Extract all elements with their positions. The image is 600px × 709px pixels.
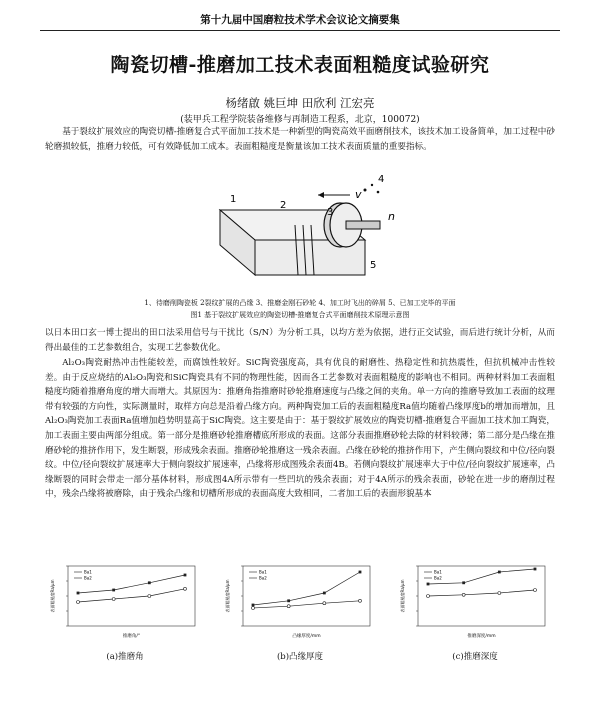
label-2: 2 bbox=[280, 200, 287, 211]
velocity-label: v bbox=[355, 188, 362, 201]
chart-c-caption: (c)推磨深度 bbox=[452, 652, 498, 662]
data-point bbox=[462, 581, 465, 584]
data-point bbox=[287, 599, 290, 602]
authors: 杨绪啟 姚巨坤 田欣利 江宏亮 bbox=[225, 96, 375, 110]
data-point bbox=[148, 581, 151, 584]
chart-c bbox=[400, 560, 550, 640]
legend-label: Ba1 bbox=[84, 569, 92, 575]
data-point bbox=[427, 583, 430, 586]
data-point bbox=[462, 593, 465, 596]
legend-label: Ba2 bbox=[84, 575, 92, 581]
data-point bbox=[77, 601, 80, 604]
series-line bbox=[428, 569, 535, 584]
series-line bbox=[428, 590, 535, 596]
series-line bbox=[253, 569, 360, 605]
figure1-caption: 图1 基于裂纹扩展效应的陶瓷切槽-推磨复合式平面磨削技术原理示意图 bbox=[190, 311, 410, 319]
data-point bbox=[359, 599, 362, 602]
chart-b bbox=[225, 560, 375, 640]
data-point bbox=[112, 589, 115, 592]
data-point bbox=[148, 595, 151, 598]
legend-label: Ba2 bbox=[434, 575, 442, 581]
data-point bbox=[498, 592, 501, 595]
chart-a-caption: (a)推磨角 bbox=[106, 652, 144, 662]
data-point bbox=[287, 605, 290, 608]
header-rule bbox=[40, 30, 560, 31]
running-header: 第十九届中国磨粒技术学术会议论文摘要集 bbox=[200, 14, 400, 26]
x-axis-label: 推磨角/° bbox=[122, 634, 141, 639]
data-point bbox=[359, 571, 362, 574]
feed-arrowhead bbox=[318, 192, 324, 198]
y-axis-label: 表面粗糙度Ra/μm bbox=[50, 579, 55, 613]
paper-title: 陶瓷切槽-推磨加工技术表面粗糙度试验研究 bbox=[110, 54, 490, 76]
data-point bbox=[252, 607, 255, 610]
legend-label: Ba2 bbox=[259, 575, 267, 581]
speed-label: n bbox=[388, 210, 395, 223]
data-point bbox=[498, 571, 501, 574]
label-3: 3 bbox=[327, 207, 334, 218]
legend-label: Ba1 bbox=[434, 569, 442, 575]
data-point bbox=[184, 574, 187, 577]
chart-b-caption: (b)凸缘厚度 bbox=[276, 652, 324, 662]
series-line bbox=[78, 589, 185, 602]
data-point bbox=[534, 589, 537, 592]
chip bbox=[364, 189, 367, 192]
body-paragraph-2: Al₂O₃陶瓷耐热冲击性能较差，而腐蚀性较好。SiC陶瓷强度高，具有优良的耐磨性、热稳定性和抗热震性，但抗机械冲击性较差。由于反应烧结的Al₂O₃陶瓷和SiC陶瓷具有不同的物理性能，因而各工艺参数对表面粗糙度的影响也不相同。两种材料加工表面粗糙度均随着推磨角度的增大而增大。其原因为：推磨角指推磨时砂轮推磨速度与凸缘之间的夹角。单一方向的推磨导致加工表面的纹理带有较强的方向性，实际测量时，取样方向总是沿着凸缘方向。两种陶瓷加工后的表面粗糙度Ra值均随着凸缘厚度b的增加而增加，且Al₂O₃陶瓷加工表面Ra值增加趋势明显高于SiC陶瓷。这主要是由于：基于裂纹扩展效应的陶瓷切槽-推磨复合平面加工技术加工陶瓷，加工表面主要由两部分组成。第一部分是推磨砂轮推磨槽底所形成的表面。这部分表面推磨砂轮去除的材料较薄；第二部分是凸缘在推磨砂轮的推挤作用下，发生断裂，形成残余表面。推磨砂轮推磨这一残余表面。凸缘在砂轮的推挤作用下，产生侧向裂纹和中位/径向裂纹。中位/径向裂纹扩展速率大于侧向裂纹扩展速率，凸缘将形成图残余表面4B。若侧向裂纹扩展速率大于中位/径向裂纹扩展速率，凸缘断裂的同时会带走一部分基体材料，形成图4A所示带有一些凹坑的残余表面；对于4A所示的残余表面，砂轮在进一步的磨削过程中，残余凸缘将被磨除，由于残余凸缘和切槽所形成的表面高度大致相同，二者加工后的表面形貌基本 bbox=[45, 358, 555, 500]
y-axis-label: 表面粗糙度Ra/μm bbox=[400, 579, 405, 613]
figure1-diagram bbox=[200, 170, 400, 300]
x-axis-label: 推磨深度/mm bbox=[467, 634, 496, 639]
chart-a bbox=[50, 560, 200, 640]
label-5: 5 bbox=[370, 260, 377, 271]
data-point bbox=[323, 592, 326, 595]
data-point bbox=[427, 595, 430, 598]
data-point bbox=[534, 568, 537, 571]
series-line bbox=[78, 575, 185, 593]
data-point bbox=[77, 592, 80, 595]
chip bbox=[371, 184, 373, 186]
abstract: 基于裂纹扩展效应的陶瓷切槽-推磨复合式平面加工技术是一种新型的陶瓷高效平面磨削技术，该技术加工设备简单，加工过程中砂轮磨损较低，推磨力较低，可有效降低加工成本。表面粗糙度是衡量该加工技术表面质量的重要指标。 bbox=[45, 127, 555, 152]
data-point bbox=[252, 604, 255, 607]
wheel-spindle bbox=[346, 221, 380, 229]
data-point bbox=[323, 602, 326, 605]
label-1: 1 bbox=[230, 194, 237, 205]
body-paragraph-1: 以日本田口玄一博士提出的田口法采用信号与干扰比（S/N）为分析工具，以均方差为依据，进行正交试验，而后进行统计分析，从而得出最佳的工艺参数组合，实现工艺参数优化。 bbox=[45, 328, 555, 353]
label-4: 4 bbox=[378, 174, 385, 185]
chip bbox=[377, 191, 380, 194]
data-point bbox=[184, 587, 187, 590]
series-line bbox=[253, 601, 360, 608]
data-point bbox=[112, 598, 115, 601]
figure1-legend: 1、待磨削陶瓷板 2裂纹扩展的凸缘 3、推磨金刚石砂轮 4、加工时飞出的碎屑 5、已加工完毕的平面 bbox=[144, 299, 456, 307]
legend-label: Ba1 bbox=[259, 569, 267, 575]
affiliation: (装甲兵工程学院装备维修与再制造工程系，北京，100072) bbox=[180, 115, 420, 125]
y-axis-label: 表面粗糙度Ra/μm bbox=[225, 579, 230, 613]
x-axis-label: 凸缘厚度/mm bbox=[292, 634, 321, 639]
